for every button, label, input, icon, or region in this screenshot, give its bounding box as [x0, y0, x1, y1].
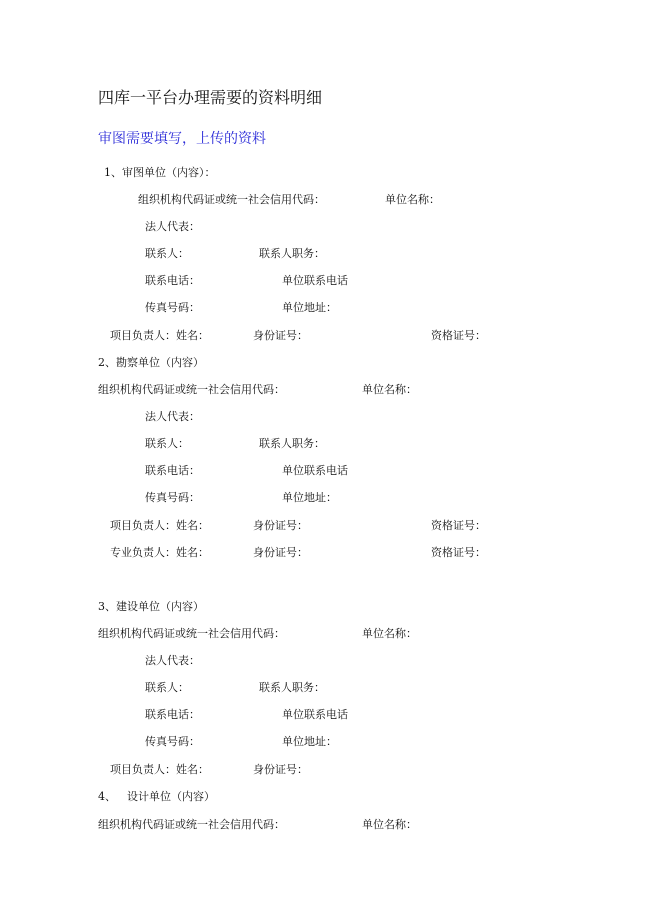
- pm-id-label: 身份证号：: [253, 329, 308, 342]
- contact-label: 联系人：: [145, 247, 189, 260]
- pm-name-label: 项目负责人：姓名：: [110, 763, 209, 776]
- pm-id-label: 身份证号：: [253, 519, 308, 532]
- address-label: 单位地址：: [282, 491, 337, 504]
- pm-cert-label: 资格证号：: [431, 329, 486, 342]
- unit-name-label: 单位名称：: [362, 383, 417, 396]
- spec-id-label: 身份证号：: [253, 546, 308, 559]
- fax-label: 传真号码：: [145, 301, 200, 314]
- page-title: 四库一平台办理需要的资料明细: [98, 88, 323, 107]
- fax-label: 传真号码：: [145, 735, 200, 748]
- address-label: 单位地址：: [282, 735, 337, 748]
- legal-rep-label: 法人代表：: [145, 410, 200, 423]
- pm-name-label: 项目负责人：姓名：: [110, 329, 209, 342]
- org-code-label: 组织机构代码证或统一社会信用代码：: [98, 818, 285, 831]
- contact-title-label: 联系人职务：: [259, 247, 325, 260]
- pm-name-label: 项目负责人：姓名：: [110, 519, 209, 532]
- org-code-label: 组织机构代码证或统一社会信用代码：: [138, 193, 325, 206]
- section-heading: 2、勘察单位（内容）: [98, 356, 204, 369]
- phone-label: 联系电话：: [145, 708, 200, 721]
- unit-phone-label: 单位联系电话: [282, 464, 348, 477]
- spec-name-label: 专业负责人：姓名：: [110, 546, 209, 559]
- phone-label: 联系电话：: [145, 464, 200, 477]
- contact-label: 联系人：: [145, 437, 189, 450]
- unit-name-label: 单位名称：: [362, 818, 417, 831]
- section-heading: 3、建设单位（内容）: [98, 600, 204, 613]
- spec-cert-label: 资格证号：: [431, 546, 486, 559]
- section-heading-number: 4、: [98, 790, 116, 803]
- contact-label: 联系人：: [145, 681, 189, 694]
- unit-name-label: 单位名称：: [362, 627, 417, 640]
- org-code-label: 组织机构代码证或统一社会信用代码：: [98, 383, 285, 396]
- address-label: 单位地址：: [282, 301, 337, 314]
- legal-rep-label: 法人代表：: [145, 654, 200, 667]
- legal-rep-label: 法人代表：: [145, 220, 200, 233]
- section-heading: 1、审图单位（内容）：: [104, 166, 216, 179]
- contact-title-label: 联系人职务：: [259, 681, 325, 694]
- unit-phone-label: 单位联系电话: [282, 708, 348, 721]
- contact-title-label: 联系人职务：: [259, 437, 325, 450]
- page-subtitle: 审图需要填写，上传的资料: [98, 131, 266, 147]
- fax-label: 传真号码：: [145, 491, 200, 504]
- pm-id-label: 身份证号：: [253, 763, 308, 776]
- org-code-label: 组织机构代码证或统一社会信用代码：: [98, 627, 285, 640]
- pm-cert-label: 资格证号：: [431, 519, 486, 532]
- section-heading: 设计单位（内容）: [127, 790, 215, 803]
- unit-phone-label: 单位联系电话: [282, 274, 348, 287]
- phone-label: 联系电话：: [145, 274, 200, 287]
- unit-name-label: 单位名称：: [385, 193, 440, 206]
